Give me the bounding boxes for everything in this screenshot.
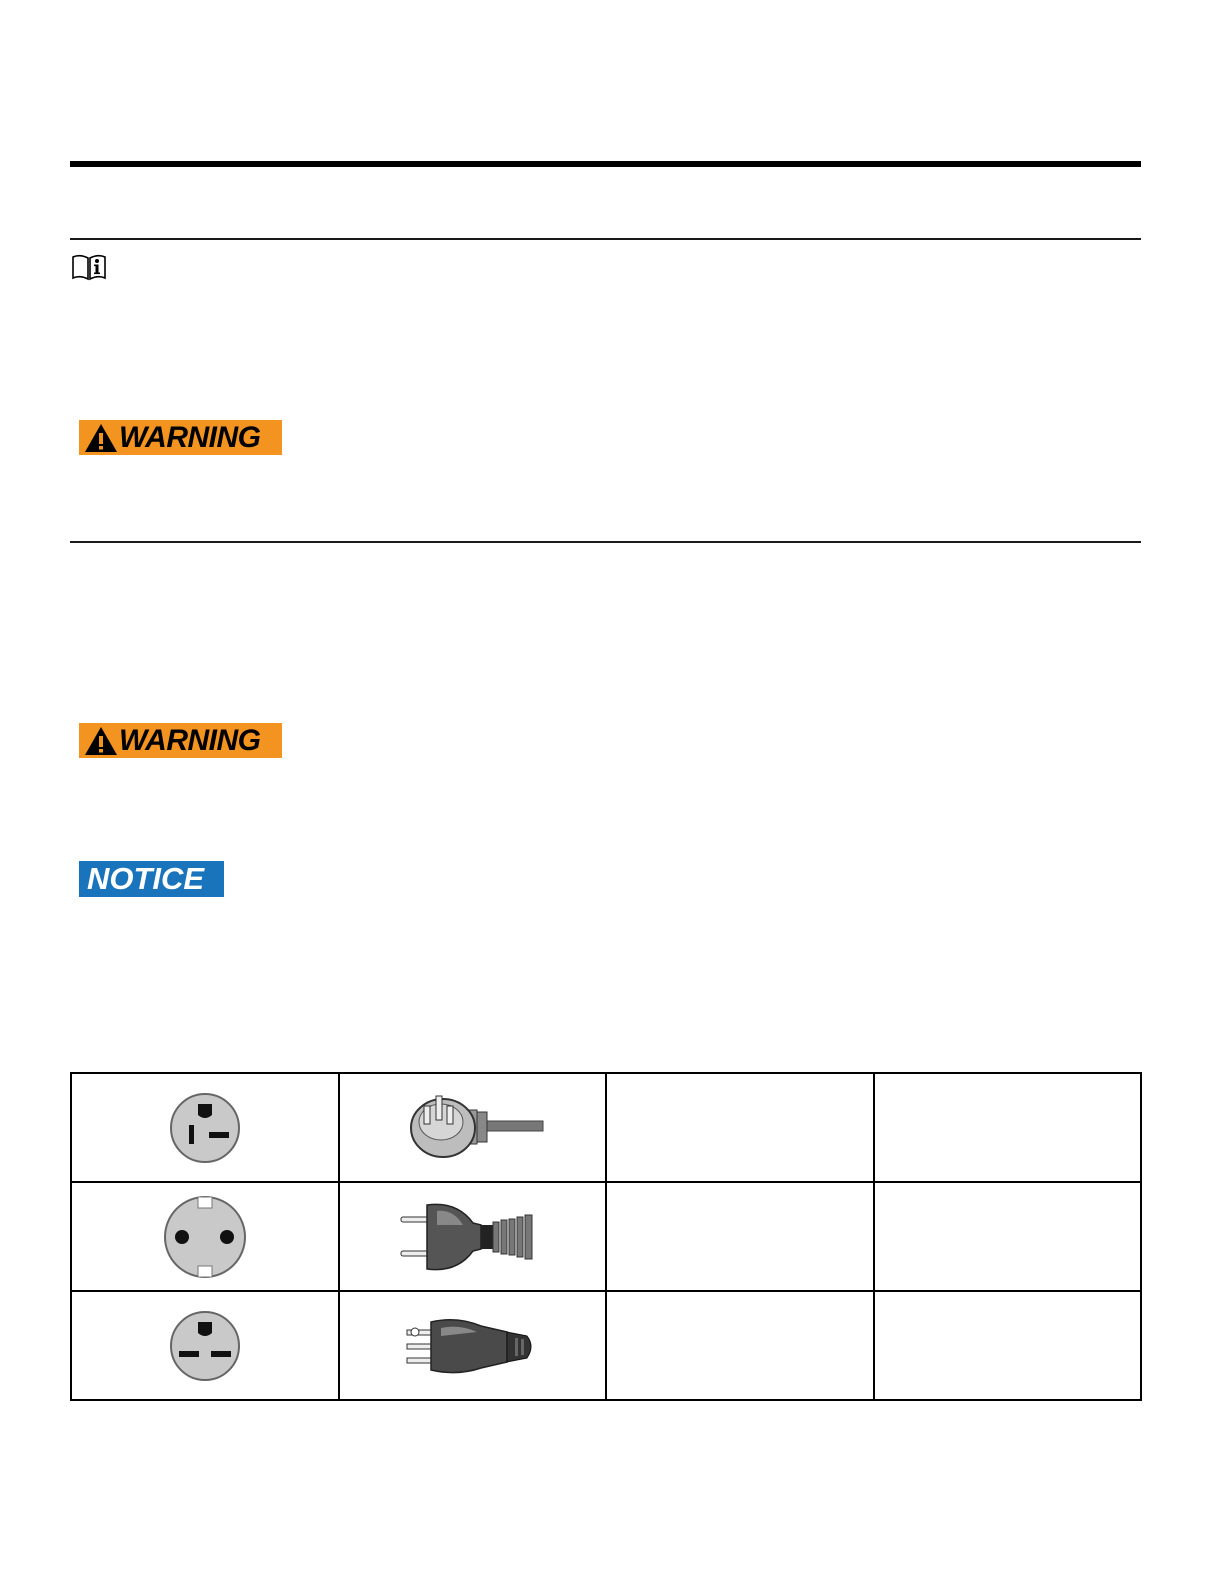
receptacle-schuko-icon: [160, 1192, 250, 1282]
warning-triangle-icon: [84, 423, 118, 453]
warning-label: [79, 723, 282, 758]
notice-text: NOTICE: [87, 861, 205, 896]
table-cell: [606, 1291, 874, 1400]
plug-cell: [339, 1291, 607, 1400]
table-cell: [874, 1182, 1142, 1291]
plug-cell: [339, 1182, 607, 1291]
warning-label: [79, 420, 282, 455]
receptacle-cell: [71, 1073, 339, 1182]
receptacle-nema-horizontal-icon: [165, 1306, 245, 1386]
receptacle-cell: [71, 1291, 339, 1400]
section-divider: [70, 541, 1141, 543]
warning-text: WARNING: [119, 723, 261, 757]
table-cell: [606, 1182, 874, 1291]
notice-label: [79, 861, 224, 897]
table-cell: [874, 1073, 1142, 1182]
table-row: [71, 1291, 1141, 1400]
plug-type-table: [70, 1072, 1142, 1401]
section-divider: [70, 238, 1141, 240]
plug-cell: [339, 1073, 607, 1182]
table-row: [71, 1182, 1141, 1291]
table-row: [71, 1073, 1141, 1182]
header-rule: [70, 161, 1141, 167]
read-manual-info-icon: [71, 253, 107, 281]
table-cell: [606, 1073, 874, 1182]
plug-right-angle-icon: [397, 1088, 547, 1168]
receptacle-cell: [71, 1182, 339, 1291]
warning-text: WARNING: [119, 420, 261, 454]
plug-nema-straight-icon: [397, 1306, 547, 1386]
plug-schuko-icon: [397, 1197, 547, 1277]
receptacle-nema-grounded-icon: [165, 1088, 245, 1168]
warning-triangle-icon: [84, 726, 118, 756]
table-cell: [874, 1291, 1142, 1400]
